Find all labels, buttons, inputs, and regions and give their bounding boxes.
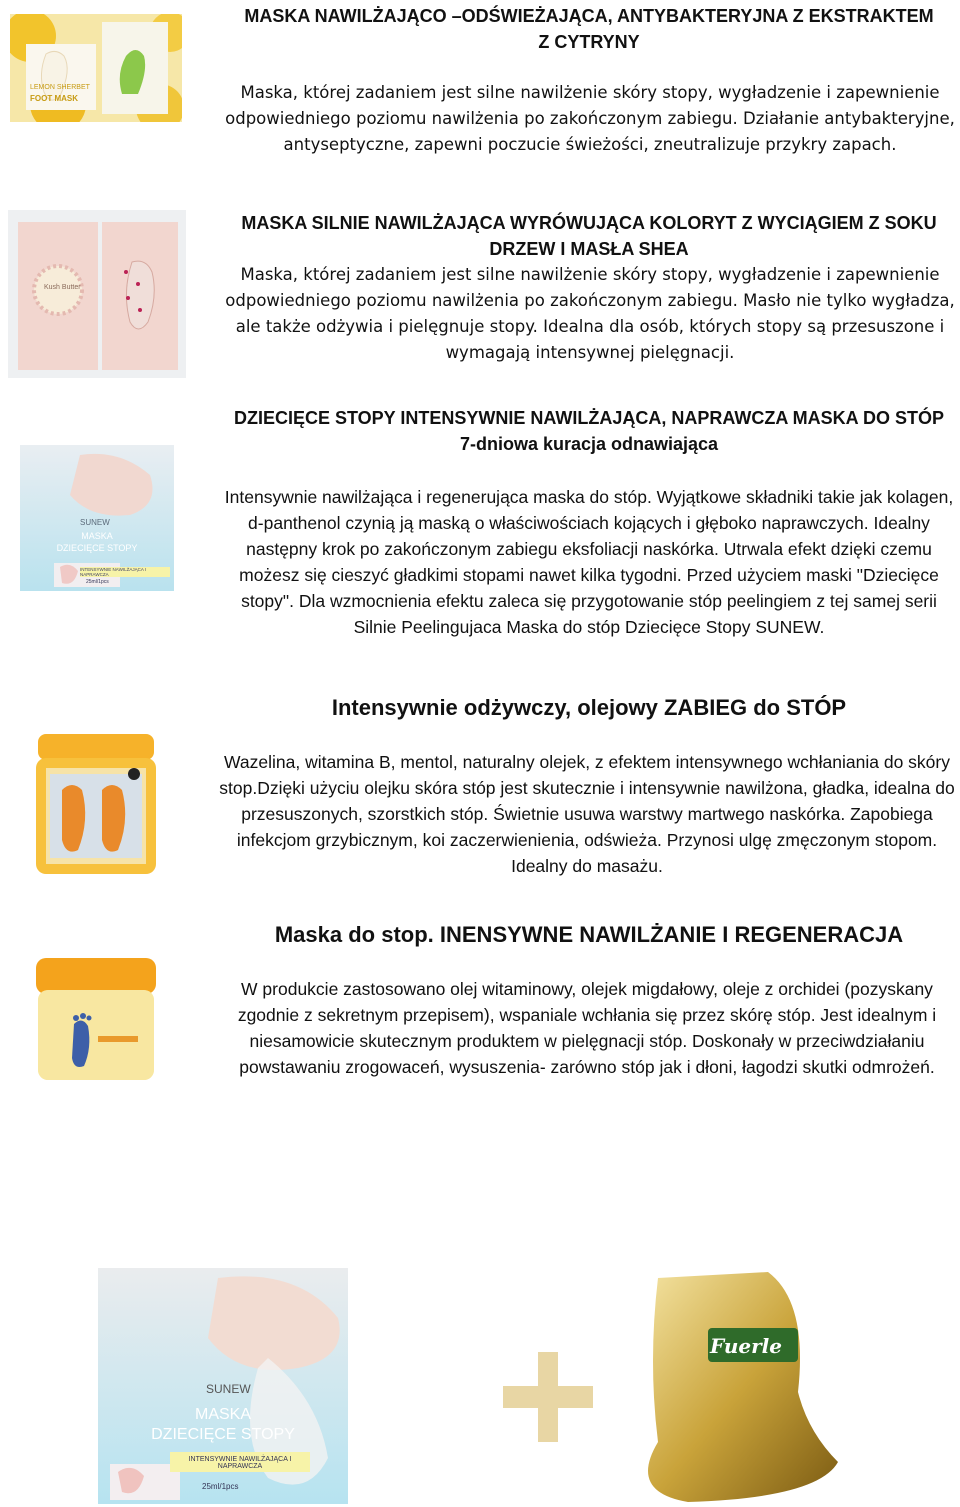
sunew-mask-image (20, 445, 174, 591)
boot-logo: Fuerle (710, 1334, 782, 1358)
shea-label: Kush Butter (44, 284, 81, 291)
lemon-foot-mask-image (10, 14, 182, 122)
sunew-line2: DZIECIĘCE STOPY (56, 543, 138, 553)
bottom-band: INTENSYWNIE NAWILŻAJĄCA I NAPRAWCZA (188, 1456, 292, 1470)
oil-jar-image (28, 730, 164, 880)
sunew-size: 25ml/1pcs (86, 579, 109, 585)
foot-cream-jar-image (32, 956, 160, 1084)
sunew-line1: MASKA (81, 531, 113, 541)
sunew-band: INTENSYWNIE NAWILŻAJĄCA I NAPRAWCZA (80, 567, 170, 577)
sunew-brand-label: SUNEW (80, 518, 110, 527)
section3-title: DZIECIĘCE STOPY INTENSYWNIE NAWILŻAJĄCA, NAPRAWCZA MASKA DO STÓP (233, 408, 945, 428)
section4-title: Intensywnie odżywczy, olejowy ZABIEG do STÓP (331, 695, 847, 720)
section4-body: Wazelina, witamina B, mentol, naturalny olejek, z efektem intensywnego wchłaniania do skóry stop.Dzięki użyciu olejku skóra stóp jest skutecznie i intensywnie nawilżona, gładka, idealna do przesuszonych, szorstkich stóp. Świetnie usuwa warstwy martwego naskórka. Zapobiega infekcjom grzybicznym, koi zaczerwienienia, odświeża. Przynosi ulgę zmęczonym stopom. Idealny do masażu. (219, 752, 955, 876)
bottom-brand: SUNEW (206, 1382, 251, 1396)
section5-title: Maska do stop. INENSYWNE NAWILŻANIE I REGENERACJA (274, 922, 904, 947)
bottom-product-image (98, 1268, 916, 1504)
section3-body: Intensywnie nawilżająca i regenerująca maska do stóp. Wyjątkowe składniki takie jak kolagen, d-panthenol czynią ją maską o właściwościach kojących i głęboko naprawczych. Idealny następny krok po zakończonym zabiegu eksfoliacji naskórka. Utrwala efekt dzięki czemu możesz się cieszyć gładkimi stopami nawet kilka tygodni. Przed użyciem maski "Dziecięce stopy". Dla wzmocnienia efektu zaleca się przygotowanie stóp peelingiem z tej samej serii Silnie Peelingujaca Maska do stóp Dziecięce Stopy SUNEW. (224, 487, 954, 637)
bottom-line1: MASKA (194, 1406, 251, 1423)
section2-body: Maska, której zadaniem jest silne nawilżenie skóry stopy, wygładzenie i zapewnienie odpowiedniego poziomu nawilżenia po zakończonym zabiegu. Masło nie tylko wygładza, ale także odżywia i pielęgnuje stopy. Idealna dla osób, których stopy są przesuszone i wymagają intensywnej pielęgnacji. (225, 265, 955, 362)
section2-title: MASKA SILNIE NAWILŻAJĄCA WYRÓWUJĄCA KOLORYT Z WYCIĄGIEM Z SOKU DRZEW I MASŁA SHEA (241, 213, 937, 259)
plus-sign (518, 1364, 519, 1365)
bottom-line2: DZIECIĘCE STOPY (151, 1426, 295, 1443)
section1-body: Maska, której zadaniem jest silne nawilżenie skóry stopy, wygładzenie i zapewnienie odpowiedniego poziomu nawilżenia po zakończonym zabiegu. Działanie antybakteryjne, antyseptyczne, zapewni poczucie świeżości, zneutralizuje przykry zapach. (225, 83, 955, 154)
shea-foot-mask-image (8, 210, 186, 378)
section1-title: MASKA NAWILŻAJĄCO –ODŚWIEŻAJĄCA, ANTYBAKTERYJNA Z EKSTRAKTEM Z CYTRYNY (244, 6, 934, 52)
lemon-label-line2: FOOT MASK (30, 94, 78, 103)
section3-subtitle: 7-dniowa kuracja odnawiająca (459, 434, 719, 454)
section5-body: W produkcie zastosowano olej witaminowy, olejek migdałowy, oleje z orchidei (pozyskany zgodnie z sekretnym przepisem), wspaniale wchłania się przez skórę stóp. Jest idealnym i niesamowicie skutecznym produktem w pielęgnacji stóp. Doskonały w przeciwdziałaniu powstawaniu zrogowaceń, wysuszenia- zarówno stóp jak i dłoni, łagodzi skutki odmrożeń. (237, 979, 937, 1077)
bottom-size: 25ml/1pcs (202, 1482, 239, 1491)
lemon-label-line1: LEMON SHERBET (30, 84, 90, 91)
